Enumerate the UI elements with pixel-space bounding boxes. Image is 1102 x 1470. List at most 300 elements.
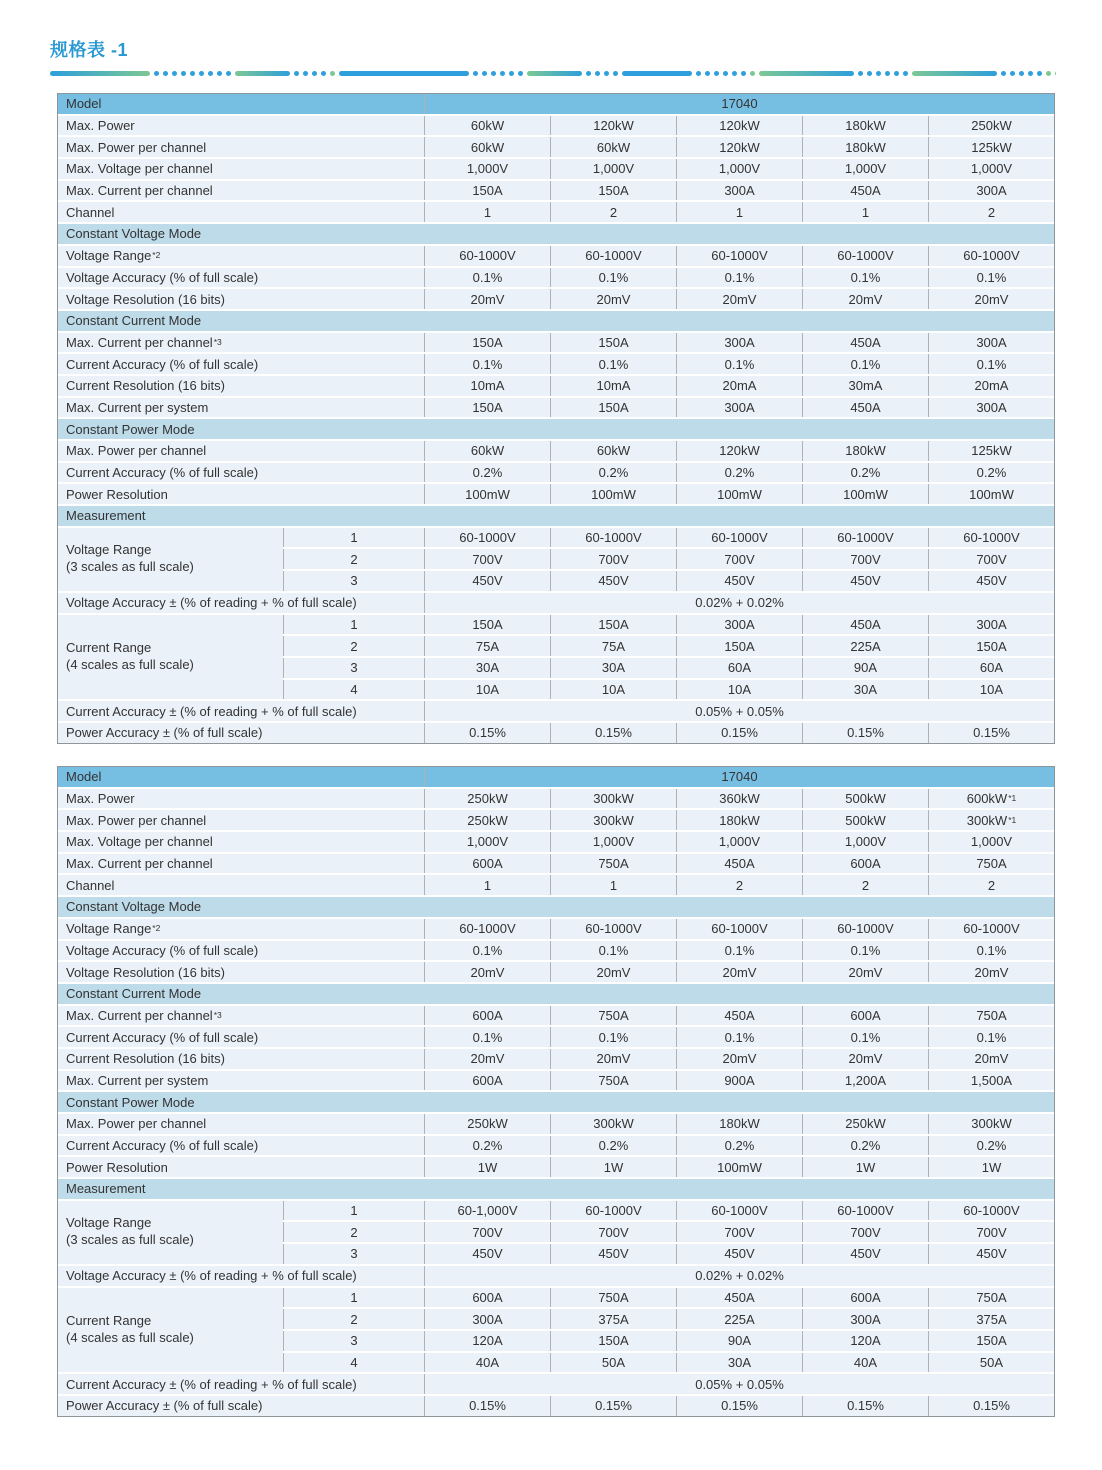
label-text: Channel bbox=[66, 204, 115, 220]
divider-dot bbox=[876, 71, 881, 76]
divider-dot bbox=[190, 71, 195, 76]
row-value: 0.1% bbox=[550, 941, 676, 961]
group-subrow bbox=[283, 1353, 1054, 1373]
row-value: 60kW bbox=[424, 441, 550, 461]
model-value: 17040 bbox=[424, 94, 1054, 114]
row-value: 60-1000V bbox=[676, 246, 802, 266]
label-text: Max. Voltage per channel bbox=[66, 834, 213, 850]
model-row bbox=[58, 767, 1054, 787]
row-value: 0.2% bbox=[424, 463, 550, 483]
section-label: Constant Power Mode bbox=[58, 1092, 1054, 1112]
row-value: 180kW bbox=[802, 441, 928, 461]
row-value: 2 bbox=[676, 875, 802, 895]
section-label: Measurement bbox=[58, 1179, 1054, 1199]
spec-row bbox=[58, 1027, 1054, 1047]
group-label-line1: Current Range bbox=[66, 1313, 152, 1329]
label-text: Max. Current per channel bbox=[66, 183, 213, 199]
row-label bbox=[58, 333, 424, 353]
divider-dot bbox=[1037, 71, 1042, 76]
group-subrow bbox=[283, 636, 1054, 656]
divider-dot bbox=[330, 71, 335, 76]
row-value: 150A bbox=[550, 1331, 676, 1351]
label-text: Voltage Accuracy (% of full scale) bbox=[66, 942, 259, 958]
row-value: 0.1% bbox=[802, 941, 928, 961]
row-value: 125kW bbox=[928, 137, 1054, 157]
label-text: Current Accuracy (% of full scale) bbox=[66, 356, 259, 372]
row-value: 700V bbox=[424, 1222, 550, 1242]
row-value: 300A bbox=[928, 398, 1054, 418]
divider-dot bbox=[199, 71, 204, 76]
row-value: 60-1000V bbox=[928, 528, 1054, 548]
row-value: 450A bbox=[802, 398, 928, 418]
spec-span-row bbox=[58, 1374, 1054, 1394]
group-label-line2: (3 scales as full scale) bbox=[66, 559, 194, 575]
row-label bbox=[58, 246, 424, 266]
spec-row bbox=[58, 1049, 1054, 1069]
label-text: Power Accuracy ± (% of full scale) bbox=[66, 725, 263, 741]
divider-dot bbox=[595, 71, 600, 76]
row-value: 60-1000V bbox=[802, 1201, 928, 1221]
row-value: 150A bbox=[550, 333, 676, 353]
group-label bbox=[58, 615, 283, 700]
spec-row bbox=[58, 484, 1054, 504]
divider-dot bbox=[903, 71, 908, 76]
row-value: 750A bbox=[550, 1288, 676, 1308]
scale-index: 1 bbox=[283, 1201, 424, 1221]
row-value: 500kW bbox=[802, 789, 928, 809]
spec-row bbox=[58, 202, 1054, 222]
divider-dot bbox=[723, 71, 728, 76]
spec-span-row bbox=[58, 593, 1054, 613]
row-value: 0.1% bbox=[676, 1027, 802, 1047]
row-label bbox=[58, 289, 424, 309]
row-value: 20mV bbox=[424, 1049, 550, 1069]
row-value: 90A bbox=[676, 1331, 802, 1351]
row-value: 1 bbox=[550, 875, 676, 895]
row-value: 60-1000V bbox=[550, 246, 676, 266]
divider-dot bbox=[312, 71, 317, 76]
row-label bbox=[58, 202, 424, 222]
row-value: 300kW bbox=[928, 1114, 1054, 1134]
group-label-line1: Voltage Range bbox=[66, 542, 152, 558]
row-value: 450V bbox=[424, 571, 550, 591]
row-value: 150A bbox=[424, 333, 550, 353]
row-value: 20mV bbox=[676, 289, 802, 309]
divider-dot bbox=[154, 71, 159, 76]
label-text: Max. Current per channel bbox=[66, 334, 213, 350]
row-value: 0.2% bbox=[928, 1136, 1054, 1156]
row-value: 700V bbox=[802, 549, 928, 569]
row-value: 20mV bbox=[550, 962, 676, 982]
row-value: 0.2% bbox=[802, 1136, 928, 1156]
row-value: 1,000V bbox=[550, 832, 676, 852]
spec-row bbox=[58, 289, 1054, 309]
divider-dot bbox=[867, 71, 872, 76]
row-value: 90A bbox=[802, 658, 928, 678]
row-value: 150A bbox=[928, 636, 1054, 656]
scale-index: 4 bbox=[283, 680, 424, 700]
row-value: 700V bbox=[550, 549, 676, 569]
row-value: 60-1000V bbox=[676, 1201, 802, 1221]
row-value: 0.1% bbox=[676, 941, 802, 961]
divider-dot bbox=[696, 71, 701, 76]
section-header-row bbox=[58, 1092, 1054, 1112]
scale-index: 2 bbox=[283, 1222, 424, 1242]
row-value: 1,000V bbox=[676, 832, 802, 852]
row-value: 60-1000V bbox=[928, 919, 1054, 939]
row-label bbox=[58, 159, 424, 179]
row-value: 300A bbox=[928, 615, 1054, 635]
row-value: 20mV bbox=[550, 1049, 676, 1069]
spec-row bbox=[58, 333, 1054, 353]
row-label bbox=[58, 484, 424, 504]
spec-row bbox=[58, 398, 1054, 418]
footnote-marker: *3 bbox=[213, 337, 222, 348]
row-value: 375A bbox=[550, 1309, 676, 1329]
section-header-row bbox=[58, 1179, 1054, 1199]
divider-dot bbox=[604, 71, 609, 76]
divider-dot bbox=[705, 71, 710, 76]
footnote-marker: *1 bbox=[1008, 793, 1017, 804]
row-value: 900A bbox=[676, 1071, 802, 1091]
row-value: 60A bbox=[676, 658, 802, 678]
row-value: 20mV bbox=[676, 962, 802, 982]
spec-row bbox=[58, 789, 1054, 809]
span-value: 0.02% + 0.02% bbox=[424, 1266, 1054, 1286]
scale-index: 2 bbox=[283, 1309, 424, 1329]
row-value: 0.1% bbox=[928, 268, 1054, 288]
row-value: 750A bbox=[928, 854, 1054, 874]
row-value: 250kW bbox=[424, 789, 550, 809]
row-value: 225A bbox=[676, 1309, 802, 1329]
span-value: 0.05% + 0.05% bbox=[424, 1374, 1054, 1394]
row-value: 100mW bbox=[802, 484, 928, 504]
scale-index: 1 bbox=[283, 528, 424, 548]
label-text: Power Resolution bbox=[66, 1159, 168, 1175]
label-text: Max. Current per system bbox=[66, 1072, 209, 1088]
row-value: 1,500A bbox=[928, 1071, 1054, 1091]
row-value: 600A bbox=[802, 854, 928, 874]
spec-row bbox=[58, 1157, 1054, 1177]
row-value: 750A bbox=[550, 1006, 676, 1026]
row-value: 20mV bbox=[424, 289, 550, 309]
row-value: 120A bbox=[424, 1331, 550, 1351]
spec-row bbox=[58, 246, 1054, 266]
row-value: 1,000V bbox=[424, 159, 550, 179]
group-label-line2: (3 scales as full scale) bbox=[66, 1232, 194, 1248]
row-value: 20mV bbox=[424, 962, 550, 982]
row-value: 75A bbox=[424, 636, 550, 656]
row-value: 300A bbox=[928, 333, 1054, 353]
row-value: 60-1000V bbox=[676, 919, 802, 939]
row-value: 0.15% bbox=[928, 1396, 1054, 1416]
value-text: 300kW bbox=[966, 812, 1008, 828]
row-value: 1W bbox=[802, 1157, 928, 1177]
row-label bbox=[58, 441, 424, 461]
row-value: 0.2% bbox=[424, 1136, 550, 1156]
row-value: 1 bbox=[424, 202, 550, 222]
row-value: 450A bbox=[676, 854, 802, 874]
group-subrows bbox=[283, 615, 1054, 700]
spec-row bbox=[58, 941, 1054, 961]
row-value: 450V bbox=[928, 1244, 1054, 1264]
row-value: 450A bbox=[802, 615, 928, 635]
spec-row bbox=[58, 441, 1054, 461]
row-label bbox=[58, 789, 424, 809]
row-value: 0.2% bbox=[550, 463, 676, 483]
row-value: 0.1% bbox=[802, 1027, 928, 1047]
row-value: 450V bbox=[928, 571, 1054, 591]
row-value: 30A bbox=[802, 680, 928, 700]
row-value: 0.15% bbox=[928, 723, 1054, 743]
row-value: 1 bbox=[424, 875, 550, 895]
row-value: 0.2% bbox=[676, 463, 802, 483]
row-value: 40A bbox=[802, 1353, 928, 1373]
row-label bbox=[58, 832, 424, 852]
row-value: 75A bbox=[550, 636, 676, 656]
spec-row bbox=[58, 854, 1054, 874]
group-subrow bbox=[283, 528, 1054, 548]
span-value: 0.02% + 0.02% bbox=[424, 593, 1054, 613]
row-value: 20mV bbox=[928, 1049, 1054, 1069]
divider-dot bbox=[1055, 71, 1056, 76]
value-text: 600kW bbox=[966, 791, 1008, 807]
group-subrows bbox=[283, 1201, 1054, 1264]
spec-row bbox=[58, 723, 1054, 743]
row-value: 20mV bbox=[802, 1049, 928, 1069]
row-value: 250kW bbox=[424, 810, 550, 830]
group-subrow bbox=[283, 615, 1054, 635]
group-subrow bbox=[283, 1309, 1054, 1329]
row-value: 60-1000V bbox=[424, 246, 550, 266]
divider-dot bbox=[217, 71, 222, 76]
scale-index: 3 bbox=[283, 1244, 424, 1264]
section-label: Constant Voltage Mode bbox=[58, 897, 1054, 917]
row-value: 0.1% bbox=[802, 268, 928, 288]
row-label bbox=[58, 181, 424, 201]
row-value: 750A bbox=[550, 1071, 676, 1091]
row-value: 0.1% bbox=[928, 1027, 1054, 1047]
footnote-marker: *3 bbox=[213, 1010, 222, 1021]
row-value: 0.1% bbox=[424, 941, 550, 961]
row-value: 450V bbox=[802, 1244, 928, 1264]
divider-dot bbox=[1019, 71, 1024, 76]
row-value: 40A bbox=[424, 1353, 550, 1373]
row-value: 600A bbox=[424, 854, 550, 874]
spec-table-2 bbox=[57, 766, 1055, 1417]
label-text: Max. Current per system bbox=[66, 399, 209, 415]
row-value: 300A bbox=[802, 1309, 928, 1329]
row-label bbox=[58, 137, 424, 157]
row-value: 1W bbox=[424, 1157, 550, 1177]
row-label bbox=[58, 116, 424, 136]
scale-index: 2 bbox=[283, 549, 424, 569]
divider-dot bbox=[321, 71, 326, 76]
spec-row bbox=[58, 832, 1054, 852]
divider-dot bbox=[858, 71, 863, 76]
row-value: 10mA bbox=[550, 376, 676, 396]
row-value: 20mV bbox=[676, 1049, 802, 1069]
range-group-row bbox=[58, 615, 1054, 700]
label-text: Current Accuracy (% of full scale) bbox=[66, 465, 259, 481]
row-value: 30mA bbox=[802, 376, 928, 396]
label-text: Voltage Resolution (16 bits) bbox=[66, 964, 225, 980]
row-value: 0.2% bbox=[802, 463, 928, 483]
row-value: 150A bbox=[424, 398, 550, 418]
row-label bbox=[58, 1396, 424, 1416]
section-label: Constant Current Mode bbox=[58, 984, 1054, 1004]
spec-row bbox=[58, 181, 1054, 201]
decorative-divider bbox=[50, 70, 1056, 76]
divider-dot bbox=[750, 71, 755, 76]
row-value: 50A bbox=[928, 1353, 1054, 1373]
model-row bbox=[58, 94, 1054, 114]
row-value: 250kW bbox=[928, 116, 1054, 136]
row-value: 450A bbox=[676, 1288, 802, 1308]
row-value: 60-1000V bbox=[802, 919, 928, 939]
section-header-row bbox=[58, 984, 1054, 1004]
row-value: 60-1000V bbox=[550, 528, 676, 548]
row-value: 450V bbox=[676, 1244, 802, 1264]
row-value: 700V bbox=[550, 1222, 676, 1242]
row-label bbox=[58, 1006, 424, 1026]
row-value: 1W bbox=[928, 1157, 1054, 1177]
spec-row bbox=[58, 810, 1054, 830]
section-header-row bbox=[58, 897, 1054, 917]
row-value: 0.15% bbox=[802, 723, 928, 743]
divider-dot bbox=[294, 71, 299, 76]
row-value: 0.1% bbox=[550, 268, 676, 288]
divider-dot bbox=[226, 71, 231, 76]
row-value: 120kW bbox=[676, 137, 802, 157]
row-value: 250kW bbox=[424, 1114, 550, 1134]
spec-row bbox=[58, 116, 1054, 136]
row-value: 1 bbox=[676, 202, 802, 222]
divider-dot bbox=[509, 71, 514, 76]
row-value: 600A bbox=[424, 1288, 550, 1308]
spec-table-1 bbox=[57, 93, 1055, 744]
label-text: Max. Power bbox=[66, 118, 135, 134]
group-subrow bbox=[283, 1288, 1054, 1308]
row-value: 60-1000V bbox=[424, 528, 550, 548]
row-value: 150A bbox=[424, 615, 550, 635]
row-value: 1,000V bbox=[424, 832, 550, 852]
spec-span-row bbox=[58, 701, 1054, 721]
row-value: 0.1% bbox=[424, 268, 550, 288]
row-value: 60kW bbox=[424, 116, 550, 136]
row-label bbox=[58, 1114, 424, 1134]
divider-dot bbox=[732, 71, 737, 76]
section-label: Measurement bbox=[58, 506, 1054, 526]
row-label bbox=[58, 376, 424, 396]
spec-row bbox=[58, 919, 1054, 939]
row-value: 750A bbox=[928, 1288, 1054, 1308]
row-value: 180kW bbox=[802, 137, 928, 157]
row-label bbox=[58, 919, 424, 939]
row-value: 0.1% bbox=[802, 354, 928, 374]
row-value: 180kW bbox=[676, 1114, 802, 1134]
row-value: 1,200A bbox=[802, 1071, 928, 1091]
divider-dot bbox=[518, 71, 523, 76]
divider-dot bbox=[163, 71, 168, 76]
spec-row bbox=[58, 1136, 1054, 1156]
row-value: 60-1000V bbox=[676, 528, 802, 548]
group-subrow bbox=[283, 1331, 1054, 1351]
label-text: Max. Voltage per channel bbox=[66, 161, 213, 177]
row-value: 0.1% bbox=[550, 1027, 676, 1047]
label-text: Max. Power bbox=[66, 791, 135, 807]
divider-dot bbox=[1046, 71, 1051, 76]
label-text: Max. Current per channel bbox=[66, 1007, 213, 1023]
row-value: 10A bbox=[550, 680, 676, 700]
row-value: 0.1% bbox=[550, 354, 676, 374]
group-label-line1: Current Range bbox=[66, 640, 152, 656]
label-text: Max. Power per channel bbox=[66, 1116, 207, 1132]
row-value: 1W bbox=[550, 1157, 676, 1177]
row-value: 20mA bbox=[928, 376, 1054, 396]
row-label bbox=[58, 875, 424, 895]
section-header-row bbox=[58, 311, 1054, 331]
row-value: 60-1000V bbox=[550, 1201, 676, 1221]
divider-dot bbox=[482, 71, 487, 76]
row-value: 0.15% bbox=[676, 723, 802, 743]
row-value bbox=[928, 810, 1054, 830]
divider-dot bbox=[473, 71, 478, 76]
spec-row bbox=[58, 137, 1054, 157]
section-label: Constant Power Mode bbox=[58, 419, 1054, 439]
divider-dot bbox=[1028, 71, 1033, 76]
divider-dot bbox=[500, 71, 505, 76]
group-subrows bbox=[283, 528, 1054, 591]
row-value: 180kW bbox=[802, 116, 928, 136]
row-value: 60-1000V bbox=[424, 919, 550, 939]
row-value: 60A bbox=[928, 658, 1054, 678]
divider-dot bbox=[208, 71, 213, 76]
row-label bbox=[58, 268, 424, 288]
label-text: Max. Power per channel bbox=[66, 812, 207, 828]
divider-dot bbox=[885, 71, 890, 76]
row-label bbox=[58, 1157, 424, 1177]
row-value: 600A bbox=[802, 1006, 928, 1026]
row-value: 2 bbox=[928, 875, 1054, 895]
row-value: 60kW bbox=[550, 137, 676, 157]
divider-dot bbox=[491, 71, 496, 76]
row-value: 120kW bbox=[676, 116, 802, 136]
row-value: 700V bbox=[676, 549, 802, 569]
row-value: 30A bbox=[550, 658, 676, 678]
range-group-row bbox=[58, 1201, 1054, 1264]
row-value: 450V bbox=[550, 1244, 676, 1264]
section-label: Constant Current Mode bbox=[58, 311, 1054, 331]
divider-dot bbox=[894, 71, 899, 76]
row-value: 60-1000V bbox=[928, 246, 1054, 266]
label-text: Voltage Resolution (16 bits) bbox=[66, 291, 225, 307]
spec-row bbox=[58, 376, 1054, 396]
model-label: Model bbox=[58, 767, 424, 787]
row-value: 2 bbox=[802, 875, 928, 895]
label-text: Voltage Accuracy (% of full scale) bbox=[66, 269, 259, 285]
row-value: 100mW bbox=[676, 1157, 802, 1177]
row-value: 0.1% bbox=[676, 354, 802, 374]
spec-span-row bbox=[58, 1266, 1054, 1286]
label-text: Voltage Range bbox=[66, 248, 152, 264]
row-value: 10A bbox=[424, 680, 550, 700]
row-value: 0.1% bbox=[928, 354, 1054, 374]
row-value: 0.15% bbox=[424, 723, 550, 743]
row-label bbox=[58, 941, 424, 961]
footnote-marker: *2 bbox=[152, 250, 161, 261]
group-subrow bbox=[283, 571, 1054, 591]
